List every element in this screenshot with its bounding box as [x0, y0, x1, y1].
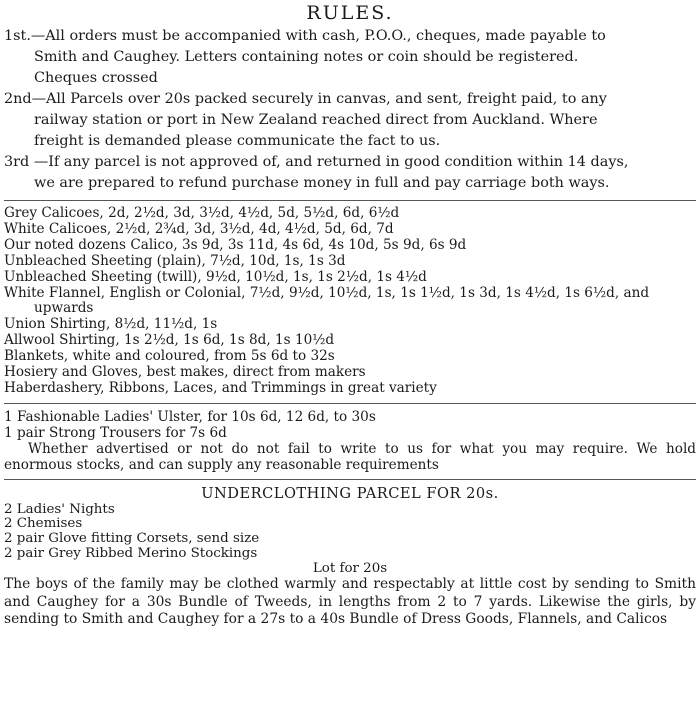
rule-continuation: Smith and Caughey. Letters containing notes or coin should be registered.: [34, 49, 579, 65]
list-item: Grey Calicoes, 2d, 2½d, 3d, 3½d, 4½d, 5d, 5½d, 6d, 6½d: [4, 205, 400, 221]
goods-price-list: [4, 206, 696, 397]
rule-first-line: 2nd—All Parcels over 20s packed securely in canvas, and sent, freight paid, to any: [4, 91, 607, 107]
parcel-line: 2 Chemises: [4, 516, 83, 532]
list-item: Hosiery and Gloves, best makes, direct from makers: [4, 364, 366, 381]
list-item: Unbleached Sheeting (twill), 9½d, 10½d, 1s, 1s 2½d, 1s 4½d: [4, 268, 427, 285]
stock-note: Whether advertised or not do not fail to write to us for what you may require. We hold enormous stocks, and can supply any reasonable requirements: [4, 440, 696, 473]
closing-paragraph: The boys of the family may be clothed warmly and respectably at little cost by sending to Smith and Caughey for a 30s Bundle of Tweeds, in lengths from 2 to 7 yards. Likewise the girls, by sending to Smith and Caughey for a 27s to a 40s Bundle of Dress Goods, Flannels, and Calicos: [4, 576, 696, 628]
parcel-line: 2 pair Grey Ribbed Merino Stockings: [4, 545, 258, 561]
list-item: Union Shirting, 8½d, 11½d, 1s: [4, 316, 218, 333]
list-item: [4, 286, 696, 318]
list-item: Allwool Shirting, 1s 2½d, 1s 6d, 1s 8d, 1s 10½d: [4, 332, 335, 349]
parcel-contents: [4, 503, 696, 561]
rule-item-1: [4, 26, 696, 89]
parcel-line: 2 pair Glove fitting Corsets, send size: [4, 531, 260, 547]
rule-continuation: Cheques crossed: [34, 70, 158, 86]
list-item: Blankets, white and coloured, from 5s 6d to 32s: [4, 348, 335, 365]
divider: [4, 479, 696, 480]
advertisement-page: [0, 2, 700, 716]
rule-continuation: railway station or port in New Zealand reached direct from Auckland. Where: [34, 112, 598, 128]
list-item-wrap: upwards: [34, 300, 94, 317]
parcel-title: UNDERCLOTHING PARCEL FOR 20s.: [201, 484, 499, 502]
rule-item-2: [4, 89, 696, 152]
list-item-text: White Flannel, English or Colonial, 7½d, 9½d, 10½d, 1s, 1s 1½d, 1s 3d, 1s 4½d, 1s 6½d, and: [4, 284, 650, 301]
divider: [4, 200, 696, 201]
rule-first-line: 3rd —If any parcel is not approved of, and returned in good condition within 14 days,: [4, 154, 629, 170]
list-item: Haberdashery, Ribbons, Laces, and Trimmings in great variety: [4, 379, 437, 396]
rule-item-3: [4, 152, 696, 194]
rules-title: RULES.: [306, 2, 394, 24]
offer-line: 1 pair Strong Trousers for 7s 6d: [4, 424, 227, 441]
rule-continuation: freight is demanded please communicate the fact to us.: [34, 133, 441, 149]
offer-line: 1 Fashionable Ladies' Ulster, for 10s 6d, 12 6d, to 30s: [4, 408, 376, 425]
special-offers: [4, 409, 696, 473]
list-item: White Calicoes, 2½d, 2¾d, 3d, 3½d, 4d, 4½d, 5d, 6d, 7d: [4, 220, 394, 237]
rule-continuation: we are prepared to refund purchase money in full and pay carriage both ways.: [34, 175, 610, 191]
lot-price: Lot for 20s: [312, 561, 388, 577]
divider: [4, 403, 696, 404]
parcel-line: 2 Ladies' Nights: [4, 501, 115, 517]
list-item: Our noted dozens Calico, 3s 9d, 3s 11d, 4s 6d, 4s 10d, 5s 9d, 6s 9d: [4, 236, 467, 253]
rule-first-line: 1st.—All orders must be accompanied with cash, P.O.O., cheques, made payable to: [4, 28, 606, 44]
list-item: Unbleached Sheeting (plain), 7½d, 10d, 1s, 1s 3d: [4, 252, 346, 269]
